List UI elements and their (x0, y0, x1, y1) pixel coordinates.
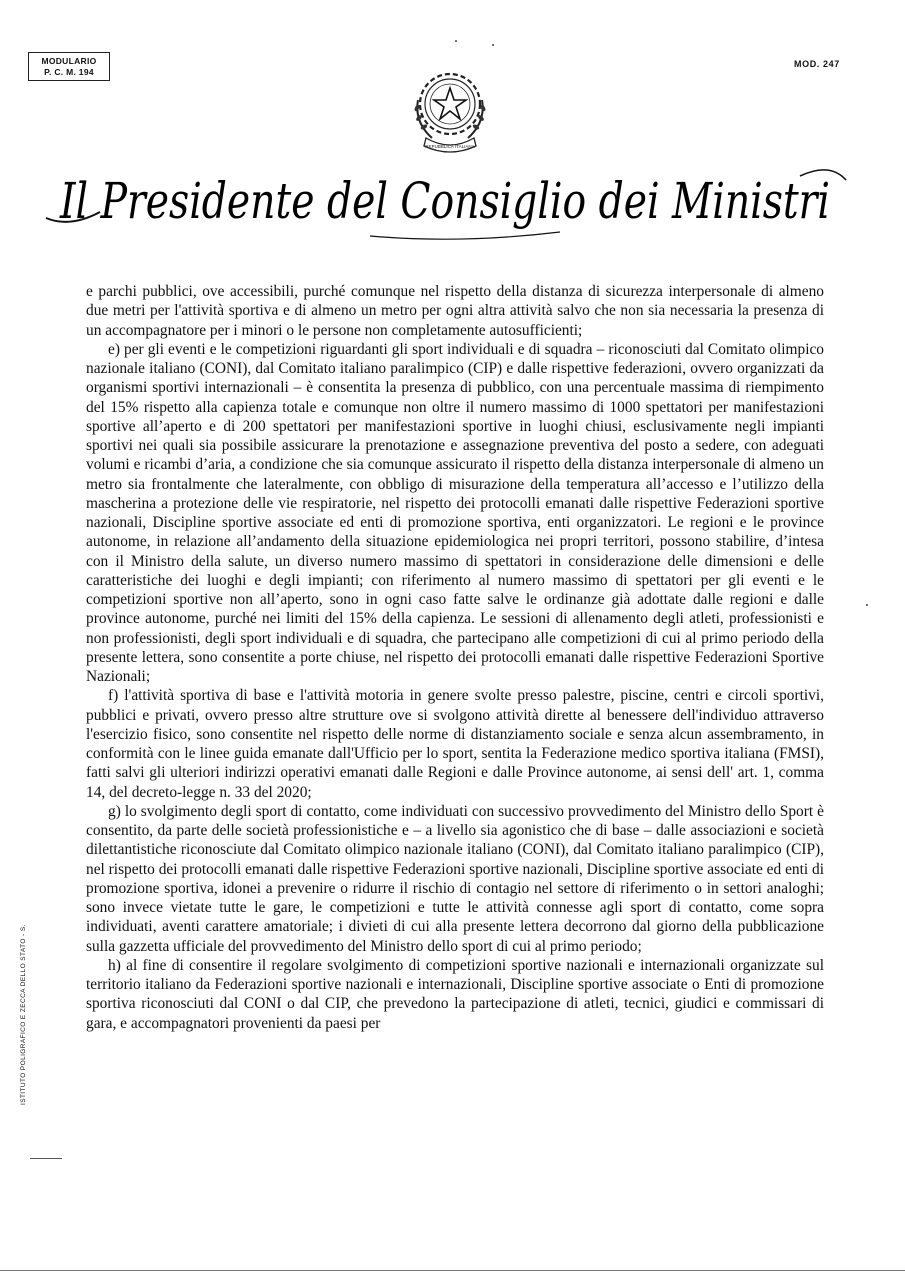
printer-side-note (20, 905, 34, 1105)
scan-speck (492, 44, 494, 46)
emblem-ribbon-text: REPUBBLICA ITALIANA (425, 144, 475, 149)
paragraph-h: h) al fine di consentire il regolare svolgimento di competizioni sportive nazionali e internazionali organizzate sul territorio italiano da Federazioni sportive nazionali e internazionali, Discipline sportive associate o Enti di promozione sportiva riconosciuti dal CONI o dal CIP, che prevedono la partecipazione di atleti, tecnici, giudici e commissari di gara, e accompagnatori provenienti da paesi per (86, 956, 824, 1032)
paragraph-g: g) lo svolgimento degli sport di contatto, come individuati con successivo provvedimento del Ministro dello Sport è consentito, da parte delle società professionistiche e – a livello sia agonistico che di base – dalle associazioni e società dilettantistiche riconosciute dal Comitato olimpico nazionale italiano (CONI), dal Comitato italiano paralimpico (CIP), nel rispetto dei protocolli emanati dalle rispettive Federazioni sportive nazionali, Discipline sportive associate ed enti di promozione sportiva, idonei a prevenire o ridurre il rischio di contagio nel settore di riferimento o in settori analoghi; sono invece vietate tutte le gare, le competizioni e tutte le attività connesse agli sport di contatto, come sopra individuati, aventi carattere amatoriale; i divieti di cui alla presente lettera decorrono dal giorno della pubblicazione sulla gazzetta ufficiale del provvedimento del Ministro dello sport di cui al primo periodo; (86, 802, 824, 955)
paragraph-intro: e parchi pubblici, ove accessibili, purché comunque nel rispetto della distanza di sicurezza interpersonale di almeno due metri per l'attività sportiva e di almeno un metro per ogni altra attività salvo che non sia necessaria la presenza di un accompagnatore per i minori o le persone non completamente autosufficienti; (86, 283, 824, 339)
paragraph-e: e) per gli eventi e le competizioni riguardanti gli sport individuali e di squadra – riconosciuti dal Comitato olimpico nazionale italiano (CONI), dal Comitato italiano paralimpico (CIP) e dalle rispettive federazioni, ovvero organizzati da organismi sportivi internazionali – è consentita la presenza di pubblico, con una percentuale massima di riempimento del 15% rispetto alla capienza totale e comunque non oltre il numero massimo di 1000 spettatori per manifestazioni sportive all’aperto e di 200 spettatori per manifestazioni sportive in luoghi chiusi, esclusivamente negli impianti sportivi nei quali sia possibile assicurare la prenotazione e assegnazione preventiva del posto a sedere, con adeguati volumi e ricambi d’aria, a condizione che sia comunque assicurato il rispetto della distanza interpersonale di almeno un metro sia frontalmente che lateralmente, con obbligo di misurazione della temperatura all’accesso e l’utilizzo della mascherina a protezione delle vie respiratorie, nel rispetto dei protocolli emanati dalle rispettive Federazioni sportive nazionali, Discipline sportive associate ed enti di promozione sportiva, enti organizzatori. Le regioni e le province autonome, in relazione all’andamento della situazione epidemiologica nei propri territori, possono stabilire, d’intesa con il Ministro della salute, un diverso numero massimo di spettatori in considerazione delle dimensioni e delle caratteristiche dei luoghi e degli impianti; con riferimento al numero massimo di spettatori per gli eventi e le competizioni sportive non all’aperto, sono in ogni caso fatte salve le ordinanze già adottate dalle regioni e dalle province autonome, purché nei limiti del 15% della capienza. Le sessioni di allenamento degli atleti, professionisti e non professionisti, degli sport individuali e di squadra, che partecipano alle competizioni di cui al primo periodo della presente lettera, sono consentite a porte chiuse, nel rispetto dei protocolli emanati dalle rispettive Federazioni Sportive Nazionali; (86, 340, 824, 685)
paragraph-f: f) l'attività sportiva di base e l'attività motoria in genere svolte presso palestre, piscine, centri e circoli sportivi, pubblici e privati, ovvero presso altre strutture ove si svolgono attività dirette al benessere dell'individuo attraverso l'esercizio fisico, sono consentite nel rispetto delle norme di distanziamento sociale e senza alcun assembramento, in conformità con le linee guida emanate dall'Ufficio per lo sport, sentita la Federazione medico sportiva italiana (FMSI), fatti salvi gli ulteriori indirizzi operativi emanati dalle Regioni e dalle Province autonome, ai sensi dell' art. 1, comma 14, del decreto-legge n. 33 del 2020; (86, 687, 824, 801)
document-title: Il Presidente del Consiglio dei Ministri (59, 172, 830, 230)
scan-speck (455, 40, 457, 42)
mod-code: MOD. 247 (794, 59, 840, 69)
bottom-rule (0, 1270, 905, 1271)
document-body (86, 282, 824, 1033)
printer-note-text: ISTITUTO POLIGRAFICO E ZECCA DELLO STATO - S. (20, 924, 27, 1105)
scan-speck (866, 604, 868, 606)
document-heading (40, 140, 850, 260)
margin-mark (30, 1158, 62, 1159)
modulario-line-1: MODULARIO (41, 56, 97, 66)
modulario-stamp (28, 52, 110, 81)
modulario-line-2: P. C. M. 194 (44, 67, 94, 77)
